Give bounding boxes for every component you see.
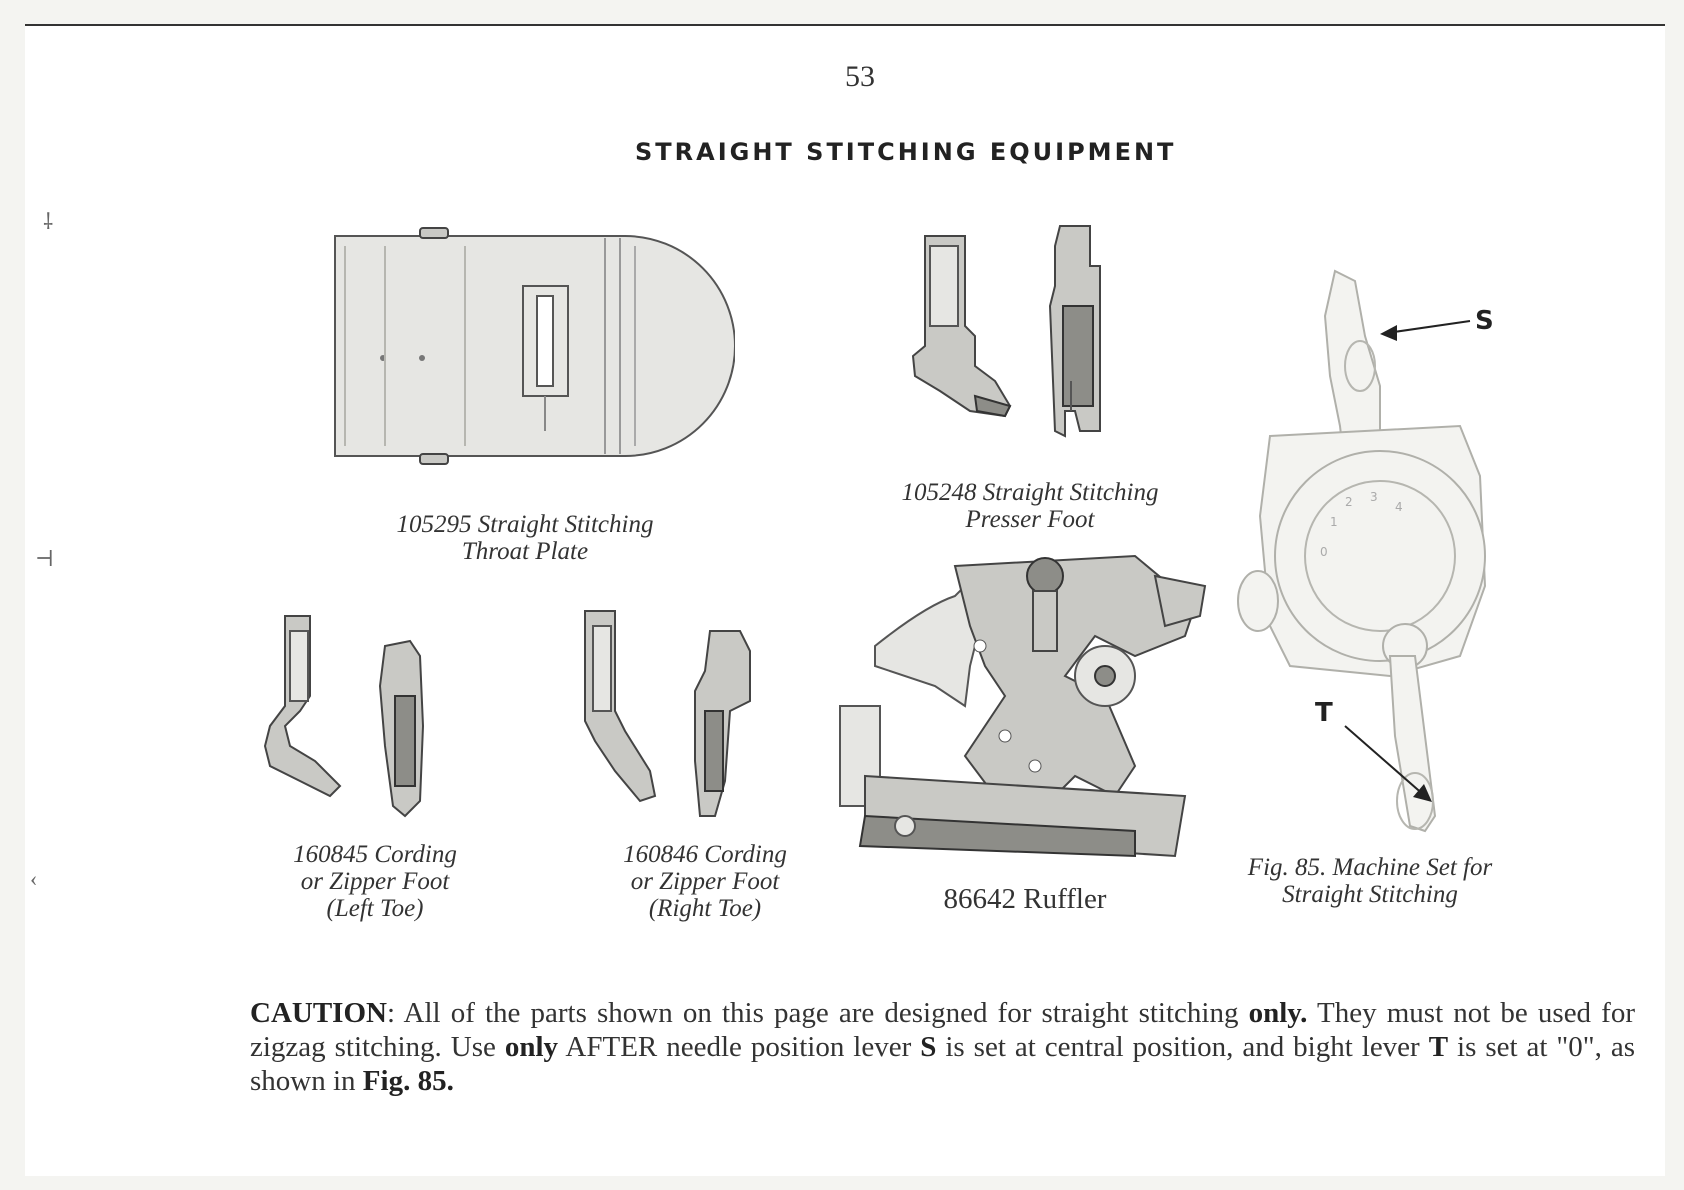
svg-text:4: 4 bbox=[1395, 500, 1403, 514]
cording-left-line1: 160845 Cording bbox=[293, 841, 457, 868]
cording-foot-right-illustration bbox=[555, 581, 795, 831]
svg-text:0: 0 bbox=[1320, 545, 1328, 559]
caution-text: : All of the parts shown on this page are designed for straight stitching bbox=[386, 997, 1249, 1029]
caution-emphasis: T bbox=[1428, 1031, 1449, 1063]
cording-right-line2: or Zipper Foot bbox=[630, 868, 780, 895]
caution-paragraph bbox=[250, 996, 1635, 1098]
ruffler-caption: 86642 Ruffler bbox=[943, 883, 1107, 915]
caution-emphasis: Fig. 85. bbox=[362, 1065, 454, 1097]
cording-right-caption bbox=[575, 841, 835, 922]
cording-left-line2: or Zipper Foot bbox=[300, 868, 450, 895]
figure-caption-line2: Straight Stitching bbox=[1282, 881, 1458, 908]
throat-plate-illustration bbox=[325, 206, 735, 466]
svg-text:2: 2 bbox=[1345, 495, 1353, 509]
cording-left-line3: (Left Toe) bbox=[326, 895, 424, 922]
caution-emphasis: only bbox=[504, 1031, 559, 1063]
throat-plate-line2: Throat Plate bbox=[461, 538, 589, 565]
throat-plate-caption bbox=[345, 511, 705, 565]
pointer-arrows bbox=[1325, 281, 1525, 821]
caution-emphasis: only. bbox=[1248, 997, 1308, 1029]
presser-foot-line2: Presser Foot bbox=[965, 506, 1095, 533]
label-t: T bbox=[1315, 698, 1333, 728]
svg-text:1: 1 bbox=[1330, 515, 1338, 529]
caution-text: They must not be used for zigzag stitching. Use bbox=[250, 997, 1635, 1063]
caution-heading: CAUTION bbox=[250, 997, 387, 1029]
caution-text: is set at "0", as shown in bbox=[250, 1031, 1635, 1097]
manual-page bbox=[25, 24, 1665, 1176]
presser-foot-illustration bbox=[885, 206, 1145, 466]
presser-foot-number: 105248 bbox=[901, 479, 977, 506]
cording-left-caption bbox=[245, 841, 505, 922]
page-number: 53 bbox=[845, 60, 875, 93]
margin-mark-icon: ‹ bbox=[30, 866, 38, 891]
cording-foot-left-illustration bbox=[245, 586, 475, 826]
throat-plate-number: 105295 bbox=[396, 511, 472, 538]
arrow-s-icon bbox=[1380, 325, 1397, 341]
page-title: STRAIGHT STITCHING EQUIPMENT bbox=[635, 138, 1177, 166]
svg-text:3: 3 bbox=[1370, 490, 1378, 504]
figure-caption-line1: Fig. 85. Machine Set for bbox=[1247, 854, 1493, 881]
margin-mark-icon: ⸸ bbox=[43, 209, 54, 234]
caution-text: AFTER needle position lever bbox=[558, 1031, 921, 1063]
presser-foot-line1: Straight Stitching bbox=[982, 479, 1159, 506]
caution-emphasis: S bbox=[920, 1031, 937, 1063]
throat-plate-line1: Straight Stitching bbox=[477, 511, 654, 538]
margin-mark-icon: ⊣ bbox=[35, 546, 54, 571]
label-s: S bbox=[1475, 306, 1494, 336]
presser-foot-caption bbox=[865, 479, 1195, 533]
caution-text: is set at central position, and bight lever bbox=[936, 1031, 1429, 1063]
cording-right-line1: 160846 Cording bbox=[623, 841, 787, 868]
ruffler-illustration bbox=[805, 536, 1225, 886]
figure-caption bbox=[1210, 854, 1530, 908]
cording-right-line3: (Right Toe) bbox=[648, 895, 762, 922]
